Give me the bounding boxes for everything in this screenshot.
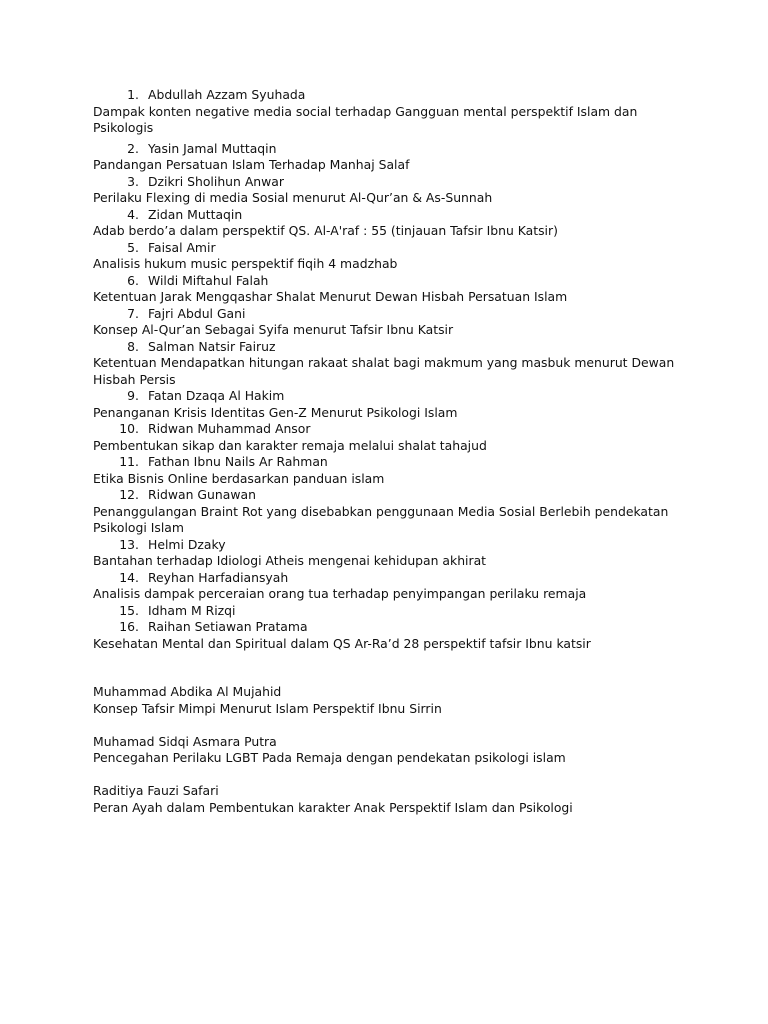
student-name: Salman Natsir Fairuz [148, 338, 276, 354]
list-item [93, 87, 693, 137]
list-item [93, 619, 693, 652]
extra-entry [93, 734, 693, 767]
item-number: 9. [127, 388, 139, 403]
list-item [93, 207, 693, 240]
item-number: 3. [127, 173, 139, 189]
thesis-title: Konsep Tafsir Mimpi Menurut Islam Perspektif Ibnu Sirrin [93, 700, 442, 716]
extra-entry [93, 684, 693, 717]
student-name: Ridwan Muhammad Ansor [148, 421, 311, 436]
thesis-title: Pembentukan sikap dan karakter remaja melalui shalat tahajud [93, 437, 487, 453]
list-item [93, 487, 693, 537]
thesis-title: Ketentuan Jarak Mengqashar Shalat Menurut Dewan Hisbah Persatuan Islam [93, 289, 568, 304]
list-item [93, 174, 693, 207]
additional-entries [93, 684, 693, 816]
list-item [93, 240, 693, 273]
item-number: 8. [127, 338, 139, 354]
thesis-title: Pencegahan Perilaku LGBT Pada Remaja dengan pendekatan psikologi islam [93, 750, 566, 765]
thesis-title: Perilaku Flexing di media Sosial menurut Al-Qur’an & As-Sunnah [93, 190, 493, 205]
item-number: 12. [119, 487, 139, 502]
thesis-title: Peran Ayah dalam Pembentukan karakter Anak Perspektif Islam dan Psikologi [93, 799, 573, 815]
list-item [93, 570, 693, 603]
list-item [93, 273, 693, 306]
item-number: 11. [119, 454, 139, 469]
thesis-title: Adab berdo’a dalam perspektif QS. Al-A'raf : 55 (tinjauan Tafsir Ibnu Katsir) [93, 223, 558, 238]
list-item [93, 339, 693, 389]
student-name: Faisal Amir [148, 239, 216, 255]
thesis-title: Bantahan terhadap Idiologi Atheis mengenai kehidupan akhirat [93, 553, 487, 568]
list-item [93, 306, 693, 339]
thesis-title: Etika Bisnis Online berdasarkan panduan islam [93, 470, 385, 486]
student-name: Ridwan Gunawan [148, 487, 256, 502]
item-number: 14. [119, 569, 139, 585]
item-number: 10. [119, 421, 139, 436]
item-number: 6. [127, 272, 139, 288]
student-name: Muhammad Abdika Al Mujahid [93, 684, 282, 699]
list-item [93, 537, 693, 570]
student-name: Reyhan Harfadiansyah [148, 569, 289, 585]
list-item [93, 603, 693, 620]
item-number: 15. [119, 602, 139, 618]
item-number: 7. [127, 305, 139, 321]
student-name: Raihan Setiawan Pratama [148, 619, 308, 634]
student-name: Yasin Jamal Muttaqin [148, 140, 277, 156]
item-number: 13. [119, 536, 139, 552]
thesis-title: Penanggulangan Braint Rot yang disebabkan penggunaan Media Sosial Berlebih pendekatan Psikologi Islam [93, 503, 669, 535]
thesis-title: Analisis hukum music perspektif fiqih 4 madzhab [93, 256, 398, 271]
thesis-title: Ketentuan Mendapatkan hitungan rakaat shalat bagi makmum yang masbuk menurut Dewan Hisbah Persis [93, 355, 675, 387]
document-body [93, 87, 693, 833]
list-item [93, 421, 693, 454]
item-number: 5. [127, 239, 139, 255]
thesis-title: Penanganan Krisis Identitas Gen-Z Menurut Psikologi Islam [93, 404, 458, 420]
thesis-title: Analisis dampak perceraian orang tua terhadap penyimpangan perilaku remaja [93, 586, 587, 601]
item-number: 2. [127, 140, 139, 156]
student-name: Raditiya Fauzi Safari [93, 783, 219, 798]
list-item [93, 141, 693, 174]
student-name: Zidan Muttaqin [148, 206, 243, 222]
student-name: Muhamad Sidqi Asmara Putra [93, 733, 277, 749]
student-name: Dzikri Sholihun Anwar [148, 173, 284, 189]
student-name: Idham M Rizqi [148, 602, 236, 618]
thesis-title: Konsep Al-Qur’an Sebagai Syifa menurut Tafsir Ibnu Katsir [93, 322, 454, 337]
list-item [93, 388, 693, 421]
item-number: 4. [127, 206, 139, 222]
student-name: Fatan Dzaqa Al Hakim [148, 388, 285, 403]
student-name: Fajri Abdul Gani [148, 305, 246, 321]
extra-entry [93, 783, 693, 816]
item-number: 1. [127, 87, 139, 102]
student-name: Abdullah Azzam Syuhada [148, 87, 306, 102]
item-number: 16. [119, 619, 139, 634]
student-name: Helmi Dzaky [148, 536, 226, 552]
thesis-title: Kesehatan Mental dan Spiritual dalam QS Ar-Ra’d 28 perspektif tafsir Ibnu katsir [93, 635, 591, 651]
thesis-title: Pandangan Persatuan Islam Terhadap Manhaj Salaf [93, 157, 410, 172]
student-name: Fathan Ibnu Nails Ar Rahman [148, 454, 328, 469]
thesis-title: Dampak konten negative media social terhadap Gangguan mental perspektif Islam dan Psikologis [93, 103, 638, 135]
student-name: Wildi Miftahul Falah [148, 272, 269, 288]
list-item [93, 454, 693, 487]
